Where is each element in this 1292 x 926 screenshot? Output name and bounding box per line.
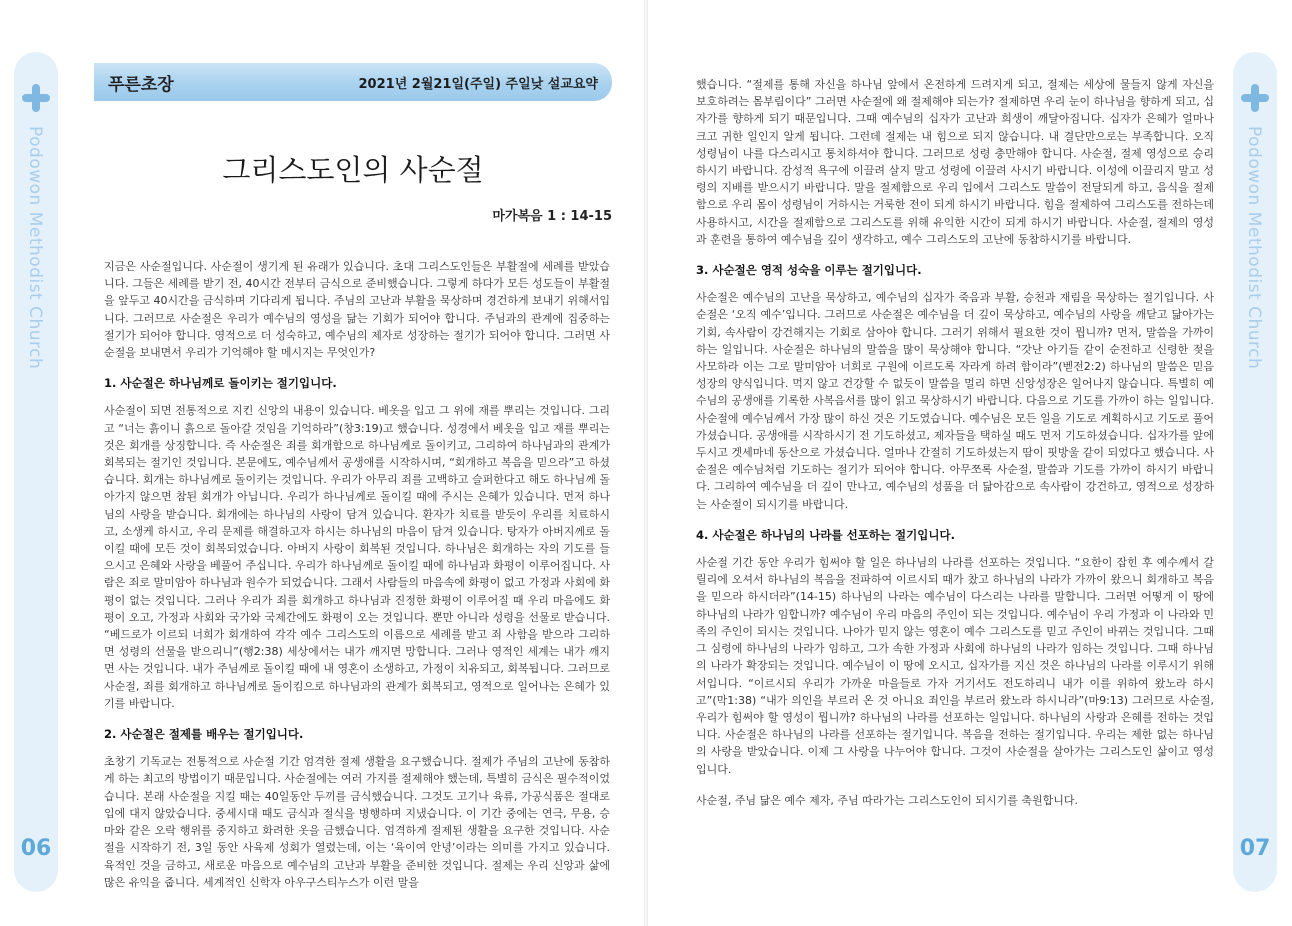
section-paragraph: 사순절이 되면 전통적으로 지킨 신앙의 내용이 있습니다. 베옷을 입고 그 위에 재를 뿌리는 것입니다. 그리고 “너는 흙이니 흙으로 돌아갈 것임을 기억하라”(창3:19)고 했습니다. 성경에서 베옷을 입고 재를 뿌리는 것은 회개를 상징합니다. 즉 사순절은 죄를 회개함으로 하나님께로 돌이키고, 그리하여 하나님과의 관계가 회복되는 절기인 것입니다. 본문에도, 예수님께서 공생애를 시작하시며, “회개하고 복음을 믿으라”고 하셨습니다. 회개는 하나님께로 돌이키는 것입니다. 우리가 아무리 죄를 고백하고 슬퍼한다고 해도 하나님께 돌아가지 않으면 참된 회개가 아닙니다. 우리가 하나님께로 돌이킬 때에 주시는 은혜가 있습니다. 먼저 하나님의 사랑을 받습니다. 회개에는 하나님의 사랑이 담겨 있습니다. 환자가 치료를 받듯이 우리를 치료하시고, 소생케 하시고, 우리 문제를 해결하고자 하시는 하나님의 마음이 담겨 있습니다. 탕자가 아버지께로 돌이킬 때에 모든 것이 회복되었습니다. 아버지 사랑이 회복된 것입니다. 하나님은 회개하는 자의 기도를 들으시고 은혜와 사랑을 베풀어 주십니다. 우리가 하나님께로 돌이킬 때에 하나님과 화평이 이루어집니다. 사람은 죄로 말미암아 하나님과 원수가 되었습니다. 그래서 사람들의 마음속에 화평이 없고 가정과 사회에 화평이 없는 것입니다. 그러나 우리가 죄를 회개하고 하나님과 진정한 화평이 이루어질 때 우리 마음에도 화평이 오고, 가정과 사회와 국가와 국제간에도 화평이 오는 것입니다. 뿐만 아니라 성령을 선물로 받습니다. “베드로가 이르되 너희가 회개하여 각각 예수 그리스도의 이름으로 세례를 받고 죄 사함을 받으라 그리하면 성령의 선물을 받으리니”(행2:38) 세상에서는 내가 깨지면 망합니다. 그러나 영적인 세계는 내가 깨지면 사는 것입니다. 내가 주님께로 돌이킬 때에 내 영혼이 소생하고, 가정이 치유되고, 회복됩니다. 그러므로 사순절, 죄를 회개하고 하나님께로 돌이킴으로 하나님과의 관계가 회복되고, 영적으로 일어나는 은혜가 있기를 바랍니다. (104, 404, 610, 710)
header-bar (94, 63, 612, 101)
section-heading: 2. 사순절은 절제를 배우는 절기입니다. (104, 727, 304, 742)
church-name-vertical: Podowon Methodist Church (25, 126, 45, 370)
sermon-title: 그리스도인의 사순절 (222, 153, 484, 187)
section-paragraph: 사순절 기간 동안 우리가 힘써야 할 일은 하나님의 나라를 선포하는 것입니다. “요한이 잡힌 후 예수께서 갈릴리에 오셔서 하나님의 복음을 전파하여 이르시되 때가 찼고 하나님의 나라가 가까이 왔으니 회개하고 복음을 믿으라 하시더라”(14-15) 하나님의 나라는 예수님이 다스리는 나라를 말합니다. 그러면 어떻게 이 땅에 하나님의 나라가 임합니까? 예수님이 우리 마음의 주인이 되는 것입니다. 예수님이 우리 가정과 이 나라와 민족의 주인이 되시는 것입니다. 나아가 믿지 않는 영혼이 예수 그리스도를 믿고 주인이 바뀌는 것입니다. 그때 그 심령에 하나님의 나라가 임하고, 그가 속한 가정과 사회에 하나님의 나라가 임하는 것입니다. 그때 하나님의 나라가 확장되는 것입니다. 예수님이 이 땅에 오시고, 십자가를 지신 것은 하나님의 나라를 이루시기 위해서입니다. “이르시되 우리가 가까운 마을들로 가자 거기서도 전도하리니 내가 이를 위하여 왔노라 하시고”(막1:38) “내가 의인을 부르러 온 것 아니요 죄인을 부르러 왔노라 하시니라”(마9:13) 그러므로 사순절, 우리가 힘써야 할 영성이 뭡니까? 하나님의 나라를 선포하는 일입니다. 하나님의 사랑과 은혜를 전하는 것입니다. 사순절은 하나님의 나라를 선포하는 절기입니다. 복음을 전하는 절기입니다. 우리는 제한 없는 하나님의 사랑을 받았습니다. 이제 그 사랑을 나누어야 합니다. 그것이 사순절을 살아가는 그리스도인 삶이고 영성입니다. (696, 556, 1214, 776)
right-body (696, 76, 1214, 823)
page-number: 07 (1239, 836, 1271, 861)
section-heading: 4. 사순절은 하나님의 나라를 선포하는 절기입니다. (696, 527, 955, 542)
scripture-reference: 마가복음 1 : 14-15 (492, 209, 612, 224)
section-label: 푸른초장 (108, 75, 174, 95)
right-side-tab (1233, 52, 1277, 892)
section-paragraph: 사순절은 예수님의 고난을 묵상하고, 예수님의 십자가 죽음과 부활, 승천과 재림을 묵상하는 절기입니다. 사순절은 ‘오직 예수’입니다. 그러므로 사순절은 예수님을 더 깊이 묵상하고, 예수님의 사랑을 깨닫고 닮아가는 기회, 속사람이 강건해지는 기회로 삼아야 합니다. 그러기 위해서 필요한 것이 뭡니까? 먼저, 말씀을 가까이 하는 일입니다. 사순절은 하나님의 말씀을 많이 묵상해야 합니다. “갓난 아기들 같이 순전하고 신령한 젖을 사모하라 이는 그로 말미암아 너희로 구원에 이르도록 자라게 하려 함이라”(벧전2:2) 하나님의 말씀은 믿음 성장의 양식입니다. 먹지 않고 건강할 수 없듯이 말씀을 멀리 하면 신앙성장은 일어나지 않습니다. 특별히 예수님의 공생애를 기록한 사복음서를 많이 읽고 묵상하시기 바랍니다. 다음으로 기도를 가까이 하는 일입니다. 사순절에 예수님께서 가장 많이 하신 것은 기도였습니다. 예수님은 모든 일을 기도로 계획하시고 기도로 풀어가셨습니다. 공생애를 시작하시기 전 기도하셨고, 제자들을 택하실 때도 먼저 기도하셨습니다. 십자가를 앞에 두시고 겟세마네 동산으로 가셨습니다. 얼마나 간절히 기도하셨는지 땀이 핏방울 같이 되었다고 했습니다. 사순절은 예수님처럼 기도하는 절기가 되어야 합니다. 아무쪼록 사순절, 말씀과 기도를 가까이 하시기 바랍니다. 그리하여 예수님을 더 깊이 만나고, 예수님의 성품을 더 닮아감으로 속사람이 강건하고, 영적으로 성장하는 사순절이 되시기를 바랍니다. (696, 291, 1214, 511)
section-heading: 1. 사순절은 하나님께로 돌이키는 절기입니다. (104, 376, 337, 391)
cross-icon (22, 84, 50, 112)
cross-icon (1241, 84, 1269, 112)
closing-paragraph: 사순절, 주님 닮은 예수 제자, 주님 따라가는 그리스도인이 되시기를 축원합니다. (696, 793, 1078, 807)
right-page (646, 0, 1292, 926)
sermon-date: 2021년 2월21일(주일) 주일낮 설교요약 (358, 77, 598, 92)
section-paragraph: 했습니다. “절제를 통해 자신을 하나님 앞에서 온전하게 드려지게 되고, 절제는 세상에 물들지 않게 자신을 보호하려는 몸부림이다” 그러면 사순절에 왜 절제해야 되는가? 절제하면 우리 눈이 하나님을 향하게 되고, 십자가를 향하게 되기 때문입니다. 그때 예수님의 십자가 고난과 희생이 깨달아집니다. 십자가 은혜가 얼마나 크고 귀한 일인지 알게 됩니다. 그런데 절제는 내 힘으로 되지 않습니다. 내 결단만으로는 부족합니다. 오직 성령님이 나를 다스리시고 통치하셔야 합니다. 그러므로 성령 충만해야 합니다. 사순절, 절제 영성으로 승리하시기 바랍니다. 감성적 욕구에 이끌려 살지 말고 성령에 이끌려 사시기 바랍니다. 이성에 이끌리지 말고 성령의 지배를 받으시기 바랍니다. 말을 절제함으로 우리 입에서 그리스도 말씀이 전달되게 하고, 음식을 절제함으로 우리 몸이 성령님이 거하시는 거룩한 전이 되게 하시기 바랍니다. 힘을 절제하여 그리스도를 전하는데 사용하시고, 시간을 절제함으로 그리스도를 위해 유익한 시간이 되게 하시기 바랍니다. 사순절, 절제의 영성과 훈련을 통하여 예수님을 깊이 생각하고, 예수 그리스도의 고난에 동참하시기를 바랍니다. (696, 78, 1214, 246)
section-heading: 3. 사순절은 영적 성숙을 이루는 절기입니다. (696, 263, 922, 278)
left-side-tab (14, 52, 58, 892)
page-number: 06 (20, 836, 52, 861)
church-name-vertical: Podowon Methodist Church (1244, 126, 1264, 370)
left-body (104, 258, 610, 905)
intro-paragraph: 지금은 사순절입니다. 사순절이 생기게 된 유래가 있습니다. 초대 그리스도인들은 부활절에 세례를 받았습니다. 그들은 세례를 받기 전, 40시간 전부터 금식으로 준비했습니다. 그렇게 하다가 모든 성도들이 부활절을 앞두고 40시간을 금식하며 기다리게 됩니다. 주님의 고난과 부활을 묵상하며 경건하게 보내기 위해서입니다. 그러므로 사순절은 우리가 예수님의 영성을 닮는 기회가 되어야 합니다. 주님과의 관계에 집중하는 절기가 되어야 합니다. 영적으로 더 성숙하고, 예수님의 제자로 성장하는 절기가 되어야 합니다. 그러면 사순절을 보내면서 우리가 기억해야 할 메시지는 무엇인가? (104, 260, 610, 360)
section-paragraph: 초창기 기독교는 전통적으로 사순절 기간 엄격한 절제 생활을 요구했습니다. 절제가 주님의 고난에 동참하게 하는 최고의 방법이기 때문입니다. 사순절에는 여러 가지를 절제해야 했는데, 특별히 금식은 필수적이었습니다. 본래 사순절을 지킬 때는 40일동안 두끼를 금식했습니다. 그것도 고기나 육류, 가공식품은 절대로 입에 대지 않았습니다. 중세시대 때도 금식과 절식을 병행하며 지냈습니다. 이 기간 중에는 연극, 무용, 승마와 같은 오락 행위를 중지하고 화려한 옷을 금했습니다. 엄격하게 절제된 생활을 요구한 것입니다. 사순절을 시작하기 전, 3일 동안 사육제 성회가 열렸는데, 이는 ‘육이여 안녕’이라는 의미를 가지고 있습니다. 육적인 것을 금하고, 새로운 마음으로 예수님의 고난과 부활을 준비한 것입니다. 절제는 우리 신앙과 삶에 많은 유익을 줍니다. 세계적인 신학자 아우구스티누스가 이런 말을 (104, 755, 610, 889)
